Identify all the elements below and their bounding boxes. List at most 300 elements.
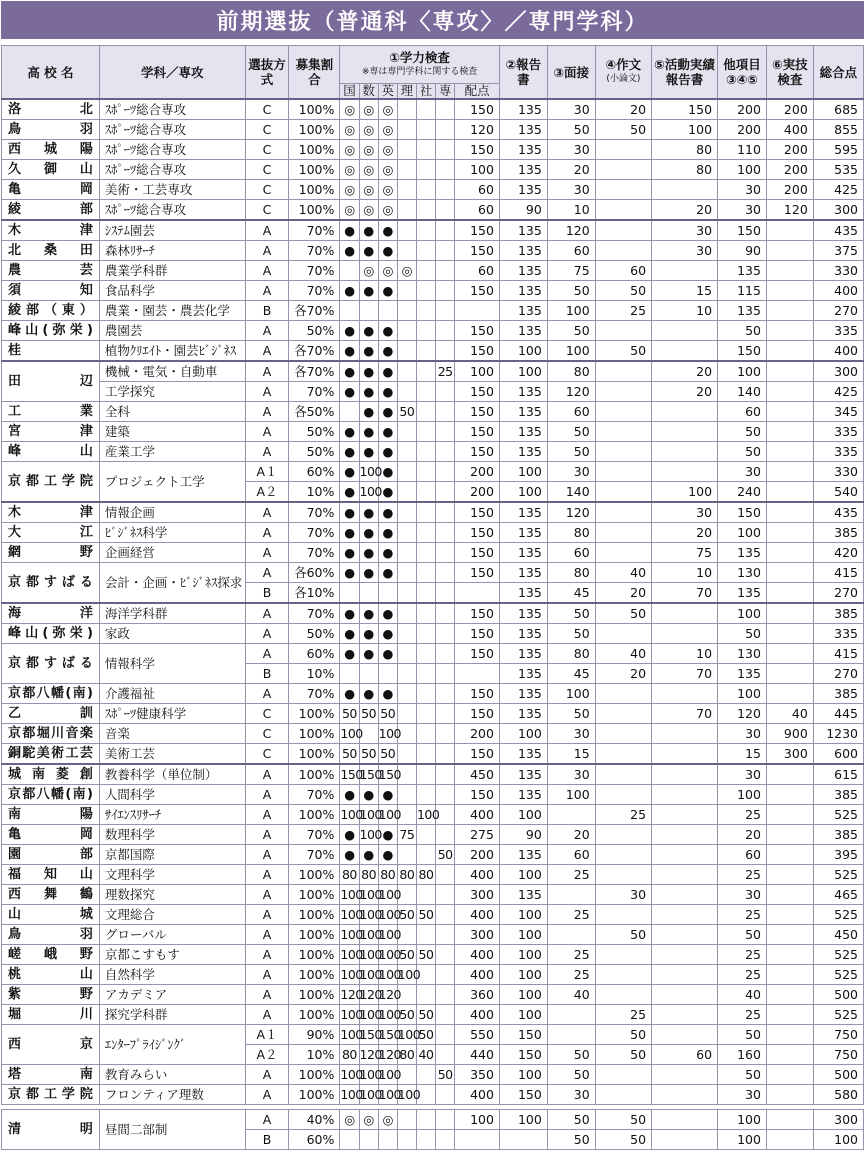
subject-score: 50 — [416, 945, 435, 965]
haiten-score: 150 — [455, 684, 500, 704]
school-name: 塔 南 — [2, 1065, 100, 1085]
jitsugi-score — [766, 603, 813, 624]
other-score: 240 — [718, 482, 767, 503]
subject-score — [436, 482, 455, 503]
recruit-ratio: 100% — [289, 865, 340, 885]
other-score: 100 — [718, 160, 767, 180]
selection-method: A — [245, 382, 289, 402]
hokoku-score: 150 — [499, 1085, 547, 1105]
selection-method: A — [245, 1085, 289, 1105]
subject-score: ● — [359, 684, 378, 704]
table-row — [2, 99, 864, 120]
recruit-ratio: 各70% — [289, 301, 340, 321]
subject-score — [436, 583, 455, 604]
subject-score: ● — [378, 624, 397, 644]
subject-score: ● — [359, 402, 378, 422]
subject-score: 100 — [378, 885, 397, 905]
hokoku-score: 135 — [499, 785, 547, 805]
dept-name: 美術工芸 — [99, 744, 245, 765]
katsudo-score — [652, 402, 718, 422]
table-row — [2, 321, 864, 341]
selection-method: A — [245, 261, 289, 281]
selection-method: A — [245, 341, 289, 362]
dept-name: 産業工学 — [99, 442, 245, 462]
subject-score: 100 — [340, 965, 359, 985]
recruit-ratio: 100% — [289, 925, 340, 945]
subject-score — [340, 402, 359, 422]
subject-score: ● — [359, 603, 378, 624]
dept-name: 機械・電気・自動車 — [99, 361, 245, 382]
school-name: 大 江 — [2, 523, 100, 543]
subject-score — [397, 120, 416, 140]
hokoku-score: 100 — [499, 985, 547, 1005]
subject-score — [416, 241, 435, 261]
subject-score: 100 — [359, 482, 378, 503]
selection-method: A — [245, 563, 289, 583]
subject-score — [416, 402, 435, 422]
recruit-ratio: 70% — [289, 825, 340, 845]
hokoku-score: 100 — [499, 724, 547, 744]
recruit-ratio: 50% — [289, 422, 340, 442]
dept-name: ｽﾎﾟｰﾂ健康科学 — [99, 704, 245, 724]
katsudo-score — [652, 1110, 718, 1130]
subject-score: 80 — [340, 1045, 359, 1065]
selection-method: C — [245, 200, 289, 221]
katsudo-score — [652, 785, 718, 805]
haiten-score — [455, 1130, 500, 1150]
total-score: 335 — [813, 624, 863, 644]
jitsugi-score — [766, 684, 813, 704]
subject-score — [436, 1045, 455, 1065]
selection-method: C — [245, 140, 289, 160]
subject-score — [397, 624, 416, 644]
sakubun-score — [595, 180, 651, 200]
sakubun-score — [595, 624, 651, 644]
recruit-ratio: 10% — [289, 1045, 340, 1065]
total-score: 1230 — [813, 724, 863, 744]
sakubun-score — [595, 1085, 651, 1105]
subject-score: 100 — [378, 905, 397, 925]
jitsugi-score — [766, 905, 813, 925]
school-name: 峰山(弥栄) — [2, 624, 100, 644]
hokoku-score: 135 — [499, 422, 547, 442]
other-score: 25 — [718, 805, 767, 825]
subject-score: ◎ — [359, 99, 378, 120]
total-score: 300 — [813, 361, 863, 382]
subject-score — [416, 1110, 435, 1130]
subject-score — [436, 724, 455, 744]
school-name: 園 部 — [2, 845, 100, 865]
selection-method: A — [245, 845, 289, 865]
subject-score — [416, 583, 435, 604]
jitsugi-score — [766, 281, 813, 301]
jitsugi-score — [766, 1005, 813, 1025]
mensetsu-score: 120 — [547, 382, 595, 402]
subject-score: ● — [378, 644, 397, 664]
jitsugi-score — [766, 1025, 813, 1045]
subject-score: 80 — [397, 865, 416, 885]
subject-score: 100 — [340, 1025, 359, 1045]
mensetsu-score: 50 — [547, 704, 595, 724]
sakubun-score — [595, 462, 651, 482]
sakubun-score: 25 — [595, 301, 651, 321]
hokoku-score: 135 — [499, 140, 547, 160]
dept-name: 工学探究 — [99, 382, 245, 402]
other-score: 30 — [718, 180, 767, 200]
subject-score: 100 — [340, 1085, 359, 1105]
hokoku-score: 90 — [499, 200, 547, 221]
katsudo-score — [652, 1065, 718, 1085]
haiten-score: 120 — [455, 120, 500, 140]
mensetsu-score: 50 — [547, 1110, 595, 1130]
subject-score — [436, 382, 455, 402]
haiten-score: 150 — [455, 442, 500, 462]
subject-score — [416, 180, 435, 200]
katsudo-score — [652, 180, 718, 200]
other-score: 25 — [718, 965, 767, 985]
jitsugi-score: 400 — [766, 120, 813, 140]
table-row — [2, 724, 864, 744]
subject-score — [436, 885, 455, 905]
subject-score: ◎ — [378, 180, 397, 200]
subject-score: ● — [359, 442, 378, 462]
subject-score — [416, 624, 435, 644]
subject-score: 100 — [359, 462, 378, 482]
mensetsu-score: 25 — [547, 905, 595, 925]
subject-score — [397, 644, 416, 664]
subject-score — [340, 583, 359, 604]
other-score: 200 — [718, 120, 767, 140]
selection-method: A — [245, 1110, 289, 1130]
dept-name: ｽﾎﾟｰﾂ総合専攻 — [99, 99, 245, 120]
school-name: 西 舞 鶴 — [2, 885, 100, 905]
subject-score: 100 — [340, 945, 359, 965]
haiten-score: 150 — [455, 241, 500, 261]
mensetsu-score: 60 — [547, 845, 595, 865]
subject-score: ● — [378, 563, 397, 583]
haiten-score: 400 — [455, 1085, 500, 1105]
recruit-ratio: 100% — [289, 724, 340, 744]
dept-name: 文理総合 — [99, 905, 245, 925]
haiten-score: 350 — [455, 1065, 500, 1085]
table-row — [2, 684, 864, 704]
katsudo-score: 30 — [652, 241, 718, 261]
haiten-score: 150 — [455, 563, 500, 583]
haiten-score: 150 — [455, 281, 500, 301]
jitsugi-score — [766, 261, 813, 281]
subject-score — [416, 422, 435, 442]
dept-name: フロンティア理数 — [99, 1085, 245, 1105]
subject-score: ● — [378, 281, 397, 301]
dept-name: 数理科学 — [99, 825, 245, 845]
subject-score: 50 — [416, 1005, 435, 1025]
katsudo-score: 10 — [652, 644, 718, 664]
recruit-ratio: 100% — [289, 200, 340, 221]
hokoku-score: 135 — [499, 220, 547, 241]
selection-method: B — [245, 583, 289, 604]
sakubun-score: 50 — [595, 925, 651, 945]
selection-method: B — [245, 664, 289, 684]
other-score: 100 — [718, 1110, 767, 1130]
recruit-ratio: 100% — [289, 160, 340, 180]
dept-name: 教育みらい — [99, 1065, 245, 1085]
sakubun-score — [595, 482, 651, 503]
subject-score — [416, 160, 435, 180]
school-name: 宮 津 — [2, 422, 100, 442]
total-score: 400 — [813, 281, 863, 301]
subject-score: 50 — [397, 1005, 416, 1025]
subject-score: 100 — [340, 1005, 359, 1025]
table-row — [2, 1065, 864, 1085]
header-other: 他項目③④⑤ — [718, 46, 767, 100]
recruit-ratio: 100% — [289, 744, 340, 765]
katsudo-score — [652, 965, 718, 985]
other-score: 30 — [718, 200, 767, 221]
mensetsu-score: 80 — [547, 644, 595, 664]
subject-score: 100 — [340, 925, 359, 945]
subject-score: ● — [378, 442, 397, 462]
subject-score: 100 — [397, 1025, 416, 1045]
subject-score: ● — [340, 785, 359, 805]
subject-score — [416, 361, 435, 382]
recruit-ratio: 100% — [289, 764, 340, 785]
school-name: 京都八幡(南) — [2, 785, 100, 805]
haiten-score: 150 — [455, 502, 500, 523]
table-body — [2, 99, 864, 1150]
school-name: 峰 山 — [2, 442, 100, 462]
sakubun-score: 20 — [595, 583, 651, 604]
subject-score — [436, 603, 455, 624]
hokoku-score: 135 — [499, 684, 547, 704]
gakuryoku-note: ※専は専門学科に関する検査 — [361, 66, 478, 77]
table-row — [2, 543, 864, 563]
sakubun-score — [595, 905, 651, 925]
subject-score — [436, 624, 455, 644]
sakubun-score — [595, 422, 651, 442]
total-score: 500 — [813, 1065, 863, 1085]
subject-score: ● — [340, 825, 359, 845]
other-score: 110 — [718, 140, 767, 160]
total-score: 525 — [813, 965, 863, 985]
hokoku-score: 135 — [499, 885, 547, 905]
katsudo-score: 60 — [652, 1045, 718, 1065]
recruit-ratio: 50% — [289, 321, 340, 341]
subject-score: ◎ — [378, 1110, 397, 1130]
other-score: 40 — [718, 985, 767, 1005]
selection-method: A — [245, 1005, 289, 1025]
table-row — [2, 281, 864, 301]
katsudo-score — [652, 624, 718, 644]
hokoku-score: 135 — [499, 241, 547, 261]
katsudo-score — [652, 684, 718, 704]
subject-score — [416, 261, 435, 281]
subject-score: ◎ — [340, 99, 359, 120]
subject-score — [436, 644, 455, 664]
subject-score: ◎ — [359, 140, 378, 160]
sakubun-score — [595, 160, 651, 180]
sakubun-score: 50 — [595, 281, 651, 301]
header-katsudo: ⑤活動実績報告書 — [652, 46, 718, 100]
haiten-score — [455, 301, 500, 321]
other-score: 25 — [718, 905, 767, 925]
subject-score: ● — [359, 281, 378, 301]
header-jitsugi: ⑥実技検査 — [766, 46, 813, 100]
hokoku-score: 100 — [499, 905, 547, 925]
dept-name: 企画経営 — [99, 543, 245, 563]
jitsugi-score: 200 — [766, 180, 813, 200]
mensetsu-score: 15 — [547, 744, 595, 765]
haiten-score: 440 — [455, 1045, 500, 1065]
subject-score — [436, 764, 455, 785]
subject-score: ◎ — [340, 120, 359, 140]
subject-score: 100 — [359, 925, 378, 945]
subject-score: ● — [359, 644, 378, 664]
total-score: 525 — [813, 805, 863, 825]
table-row — [2, 603, 864, 624]
jitsugi-score — [766, 1130, 813, 1150]
selection-method: A２ — [245, 1045, 289, 1065]
total-score: 465 — [813, 885, 863, 905]
other-score: 100 — [718, 361, 767, 382]
hokoku-score: 135 — [499, 502, 547, 523]
total-score: 525 — [813, 1005, 863, 1025]
school-name: 堀 川 — [2, 1005, 100, 1025]
haiten-score: 100 — [455, 160, 500, 180]
sakubun-score: 50 — [595, 341, 651, 362]
subject-score: 100 — [378, 925, 397, 945]
subject-score: ◎ — [359, 261, 378, 281]
subject-score — [397, 382, 416, 402]
school-name: 綾部（東） — [2, 301, 100, 321]
subject-score — [397, 301, 416, 321]
sakubun-score — [595, 945, 651, 965]
sakubun-score — [595, 764, 651, 785]
jitsugi-score — [766, 301, 813, 321]
subject-score: 120 — [340, 985, 359, 1005]
subject-score: 100 — [397, 965, 416, 985]
other-score: 120 — [718, 704, 767, 724]
subject-score — [378, 583, 397, 604]
total-score: 425 — [813, 382, 863, 402]
other-score: 135 — [718, 261, 767, 281]
subject-score — [436, 684, 455, 704]
hokoku-score: 135 — [499, 764, 547, 785]
katsudo-score: 20 — [652, 200, 718, 221]
jitsugi-score — [766, 563, 813, 583]
selection-table — [1, 45, 864, 1150]
mensetsu-score: 100 — [547, 341, 595, 362]
mensetsu-score: 25 — [547, 865, 595, 885]
hokoku-score: 135 — [499, 402, 547, 422]
hokoku-score: 135 — [499, 382, 547, 402]
total-score: 450 — [813, 925, 863, 945]
mensetsu-score — [547, 925, 595, 945]
table-row — [2, 945, 864, 965]
subject-score — [397, 785, 416, 805]
hokoku-score: 135 — [499, 624, 547, 644]
subject-score — [397, 140, 416, 160]
mensetsu-score: 140 — [547, 482, 595, 503]
subject-score — [416, 664, 435, 684]
jitsugi-score: 300 — [766, 744, 813, 765]
total-score: 600 — [813, 744, 863, 765]
mensetsu-score: 50 — [547, 120, 595, 140]
dept-name: 会計・企画・ﾋﾞｼﾞﾈｽ探求 — [99, 563, 245, 604]
subject-score — [397, 442, 416, 462]
subject-score: ◎ — [359, 1110, 378, 1130]
subject-score: ● — [359, 624, 378, 644]
mensetsu-score: 30 — [547, 180, 595, 200]
other-score: 115 — [718, 281, 767, 301]
sakubun-sub: (小論文) — [606, 74, 641, 84]
subject-score: ● — [378, 361, 397, 382]
subject-score: 50 — [416, 905, 435, 925]
table-row — [2, 160, 864, 180]
school-name: 西 京 — [2, 1025, 100, 1065]
katsudo-score — [652, 1130, 718, 1150]
katsudo-score — [652, 885, 718, 905]
katsudo-score: 70 — [652, 583, 718, 604]
subject-score: ● — [340, 241, 359, 261]
subject-score: 150 — [340, 764, 359, 785]
sakubun-score — [595, 361, 651, 382]
jitsugi-score — [766, 402, 813, 422]
subject-score — [359, 1130, 378, 1150]
sakubun-score — [595, 502, 651, 523]
table-row — [2, 744, 864, 765]
school-name: 網 野 — [2, 543, 100, 563]
mensetsu-score: 60 — [547, 241, 595, 261]
school-name: 亀 岡 — [2, 180, 100, 200]
mensetsu-score: 20 — [547, 160, 595, 180]
school-name: 西 城 陽 — [2, 140, 100, 160]
subject-score: ● — [340, 502, 359, 523]
selection-method: A — [245, 1065, 289, 1085]
dept-name: 人間科学 — [99, 785, 245, 805]
dept-name: ｽﾎﾟｰﾂ総合専攻 — [99, 120, 245, 140]
header-sakubun — [595, 46, 651, 100]
recruit-ratio: 70% — [289, 261, 340, 281]
subject-score — [436, 985, 455, 1005]
school-name: 銅駝美術工芸 — [2, 744, 100, 765]
school-name: 山 城 — [2, 905, 100, 925]
sakubun-score — [595, 523, 651, 543]
jitsugi-score — [766, 985, 813, 1005]
subject-score — [436, 502, 455, 523]
selection-method: A — [245, 402, 289, 422]
subject-score: ● — [378, 321, 397, 341]
subject-score — [416, 644, 435, 664]
header-subject: 専 — [436, 84, 455, 100]
haiten-score: 150 — [455, 523, 500, 543]
subject-score: ◎ — [359, 120, 378, 140]
subject-score: ● — [359, 523, 378, 543]
school-name: 木 津 — [2, 220, 100, 241]
mensetsu-score — [547, 1025, 595, 1045]
recruit-ratio: 60% — [289, 462, 340, 482]
mensetsu-score: 30 — [547, 462, 595, 482]
table-row — [2, 402, 864, 422]
subject-score: 100 — [359, 965, 378, 985]
hokoku-score: 135 — [499, 644, 547, 664]
subject-score — [397, 321, 416, 341]
subject-score — [416, 1130, 435, 1150]
other-score: 90 — [718, 241, 767, 261]
jitsugi-score — [766, 945, 813, 965]
katsudo-score — [652, 845, 718, 865]
sakubun-score — [595, 704, 651, 724]
dept-name: 理数探究 — [99, 885, 245, 905]
